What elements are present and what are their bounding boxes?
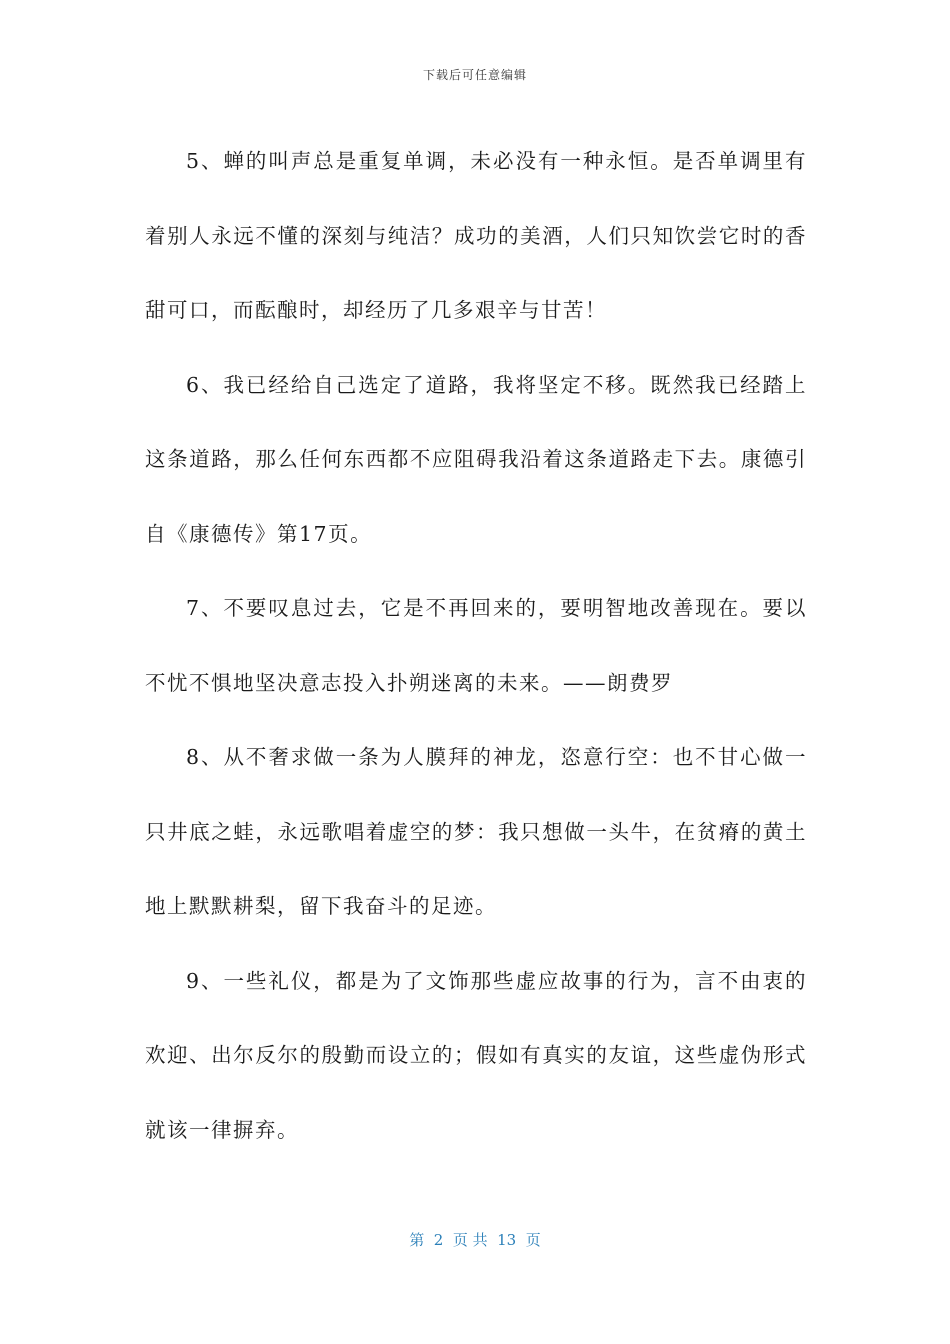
paragraph-9: 9、一些礼仪，都是为了文饰那些虚应故事的行为，言不由衷的欢迎、出尔反尔的殷勤而设立的；假如有真实的友谊，这些虚伪形式就该一律摒弃。 <box>145 968 807 1142</box>
paragraph-8: 8、从不奢求做一条为人膜拜的神龙，恣意行空：也不甘心做一只井底之蛙，永远歌唱着虚空的梦：我只想做一头牛，在贫瘠的黄土地上默默耕梨，留下我奋斗的足迹。 <box>145 745 807 918</box>
page-number-footer: 第 2 页 共 13 页 <box>409 1231 541 1249</box>
document-body <box>145 124 807 1167</box>
paragraph-6: 6、我已经给自己选定了道路，我将坚定不移。既然我已经踏上这条道路，那么任何东西都不应阻碍我沿着这条道路走下去。康德引自《康德传》第17页。 <box>145 372 807 546</box>
paragraph-7: 7、不要叹息过去，它是不再回来的，要明智地改善现在。要以不忧不惧地坚决意志投入扑朔迷离的未来。——朗费罗 <box>145 596 807 695</box>
page-header-note: 下载后可任意编辑 <box>422 68 527 82</box>
paragraph-5: 5、蝉的叫声总是重复单调，未必没有一种永恒。是否单调里有着别人永远不懂的深刻与纯洁？成功的美酒，人们只知饮尝它时的香甜可口，而酝酿时，却经历了几多艰辛与甘苦！ <box>145 149 807 322</box>
